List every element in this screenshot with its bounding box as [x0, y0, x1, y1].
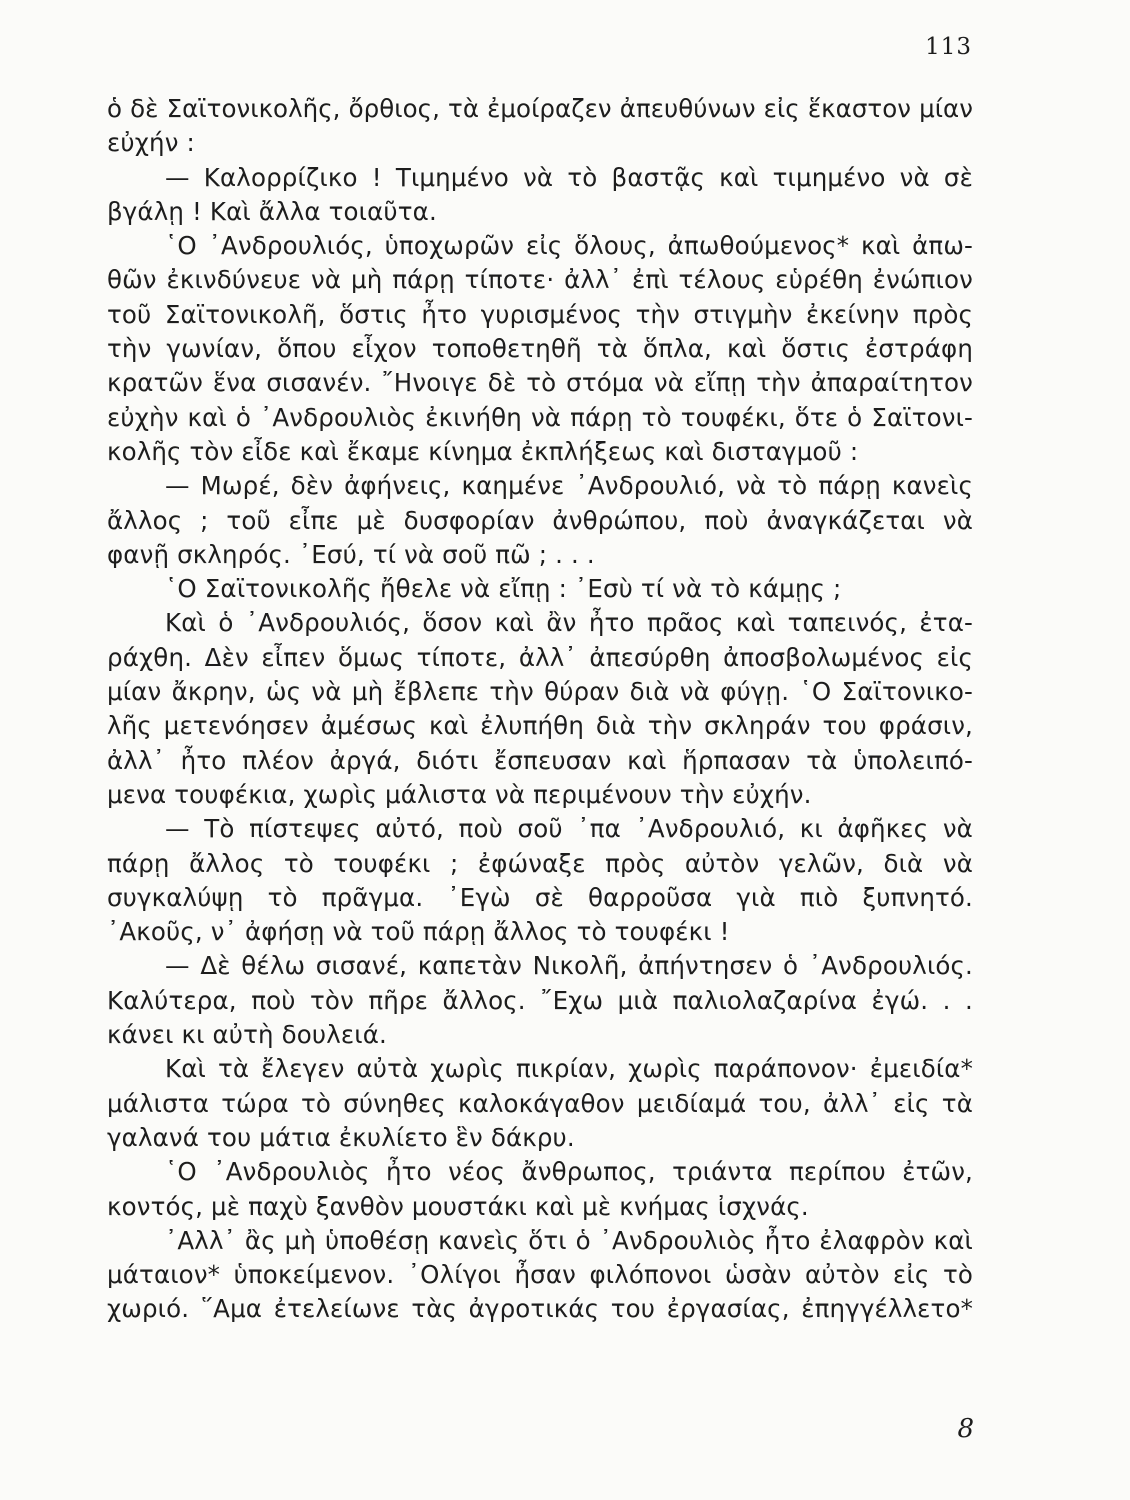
text-line: γαλανά του μάτια ἐκυλίετο ἓν δάκρυ.: [107, 1122, 575, 1152]
text-line: Καὶ ὁ ᾿Ανδρουλιός, ὅσον καὶ ἂν ἦτο πρᾶος καὶ ταπεινός, ἐτα-: [165, 608, 973, 638]
text-line: κολῆς τὸν εἶδε καὶ ἔκαμε κίνημα ἐκπλήξεως καὶ δισταγμοῦ :: [107, 436, 859, 466]
signature-mark: 8: [957, 1414, 974, 1444]
text-line: ἄλλος ; τοῦ εἶπε μὲ δυσφορίαν ἀνθρώπου, ποὺ ἀναγκάζεται νὰ: [107, 505, 973, 535]
page-number: 113: [925, 34, 972, 60]
text-line: μάταιον* ὑποκείμενον. ᾿Ολίγοι ἦσαν φιλόπονοι ὡσὰν αὐτὸν εἰς τὸ: [107, 1260, 973, 1290]
text-line: — Καλορρίζικο ! Τιμημένο νὰ τὸ βαστᾷς καὶ τιμημένο νὰ σὲ: [165, 162, 973, 192]
text-line: κοντός, μὲ παχὺ ξανθὸν μουστάκι καὶ μὲ κνήμας ἰσχνάς.: [107, 1191, 809, 1221]
text-line: μενα τουφέκια, χωρὶς μάλιστα νὰ περιμένουν τὴν εὐχήν.: [107, 779, 812, 809]
text-line: ὁ δὲ Σαϊτονικολῆς, ὄρθιος, τὰ ἐμοίραζεν ἀπευθύνων εἰς ἕκαστον μίαν: [107, 94, 973, 123]
text-line: κρατῶν ἕνα σισανέν. ῎Ηνοιγε δὲ τὸ στόμα νὰ εἴπῃ τὴν ἀπαραίτητον: [107, 368, 973, 398]
text-line: — Δὲ θέλω σισανέ, καπετὰν Νικολῆ, ἀπήντησεν ὁ ᾿Ανδρουλιός.: [165, 951, 973, 981]
text-line: τοῦ Σαϊτονικολῆ, ὅστις ἦτο γυρισμένος τὴν στιγμὴν ἐκείνην πρὸς: [107, 299, 973, 329]
text-line: ῾Ο ᾿Ανδρουλιὸς ἦτο νέος ἄνθρωπος, τριάντα περίπου ἐτῶν,: [165, 1157, 973, 1187]
text-line: εὐχήν :: [107, 128, 195, 158]
text-line: — Τὸ πίστεψες αὐτό, ποὺ σοῦ ᾿πα ᾿Ανδρουλιό, κι ἀφῆκες νὰ: [165, 814, 973, 844]
text-line: συγκαλύψῃ τὸ πρᾶγμα. ᾿Εγὼ σὲ θαρροῦσα γιὰ πιὸ ξυπνητό.: [107, 882, 973, 912]
text-line: πάρῃ ἄλλος τὸ τουφέκι ; ἐφώναξε πρὸς αὐτὸν γελῶν, διὰ νὰ: [107, 848, 973, 878]
text-line: μίαν ἄκρην, ὡς νὰ μὴ ἔβλεπε τὴν θύραν διὰ νὰ φύγῃ. ῾Ο Σαϊτονικο-: [107, 677, 973, 707]
text-line: ᾿Αλλ᾿ ἂς μὴ ὑποθέσῃ κανεὶς ὅτι ὁ ᾿Ανδρουλιὸς ἦτο ἐλαφρὸν καὶ: [165, 1225, 973, 1255]
text-line: θῶν ἐκινδύνευε νὰ μὴ πάρῃ τίποτε· ἀλλ᾿ ἐπὶ τέλους εὑρέθη ἐνώπιον: [107, 265, 973, 295]
body-text: [107, 92, 973, 1327]
text-line: βγάλῃ ! Καὶ ἄλλα τοιαῦτα.: [107, 196, 437, 226]
text-line: ράχθη. Δὲν εἶπεν ὅμως τίποτε, ἀλλ᾿ ἀπεσύρθη ἀποσβολωμένος εἰς: [107, 642, 973, 672]
text-line: ᾿Ακοῦς, ν᾿ ἀφήσῃ νὰ τοῦ πάρῃ ἄλλος τὸ τουφέκι !: [107, 917, 730, 947]
text-line: — Μωρέ, δὲν ἀφήνεις, καημένε ᾿Ανδρουλιό, νὰ τὸ πάρῃ κανεὶς: [165, 471, 973, 501]
text-line: ῾Ο Σαϊτονικολῆς ἤθελε νὰ εἴπῃ : ᾿Εσὺ τί νὰ τὸ κάμῃς ;: [165, 574, 842, 604]
text-line: χωριό. ῞Αμα ἐτελείωνε τὰς ἀγροτικάς του ἐργασίας, ἐπηγγέλλετο*: [107, 1294, 973, 1324]
text-line: μάλιστα τώρα τὸ σύνηθες καλοκάγαθον μειδίαμά του, ἀλλ᾿ εἰς τὰ: [107, 1088, 973, 1118]
text-line: τὴν γωνίαν, ὅπου εἶχον τοποθετηθῆ τὰ ὅπλα, καὶ ὅστις ἐστράφη: [107, 334, 973, 364]
text-line: Καλύτερα, ποὺ τὸν πῆρε ἄλλος. ῎Εχω μιὰ παλιολαζαρίνα ἐγώ. . .: [107, 985, 973, 1015]
text-line: ῾Ο ᾿Ανδρουλιός, ὑποχωρῶν εἰς ὅλους, ἀπωθούμενος* καὶ ἀπω-: [165, 231, 973, 261]
text-line: λῆς μετενόησεν ἀμέσως καὶ ἐλυπήθη διὰ τὴν σκληράν του φράσιν,: [107, 711, 973, 741]
text-line: φανῇ σκληρός. ᾿Εσύ, τί νὰ σοῦ πῶ ; . . .: [107, 539, 595, 569]
text-line: Καὶ τὰ ἔλεγεν αὐτὰ χωρὶς πικρίαν, χωρὶς παράπονον· ἐμειδία*: [165, 1054, 973, 1084]
text-line: ἀλλ᾿ ἦτο πλέον ἀργά, διότι ἔσπευσαν καὶ ἥρπασαν τὰ ὑπολειπό-: [107, 745, 973, 775]
text-line: εὐχὴν καὶ ὁ ᾿Ανδρουλιὸς ἐκινήθη νὰ πάρῃ τὸ τουφέκι, ὅτε ὁ Σαϊτονι-: [107, 402, 973, 432]
text-line: κάνει κι αὐτὴ δουλειά.: [107, 1020, 387, 1050]
